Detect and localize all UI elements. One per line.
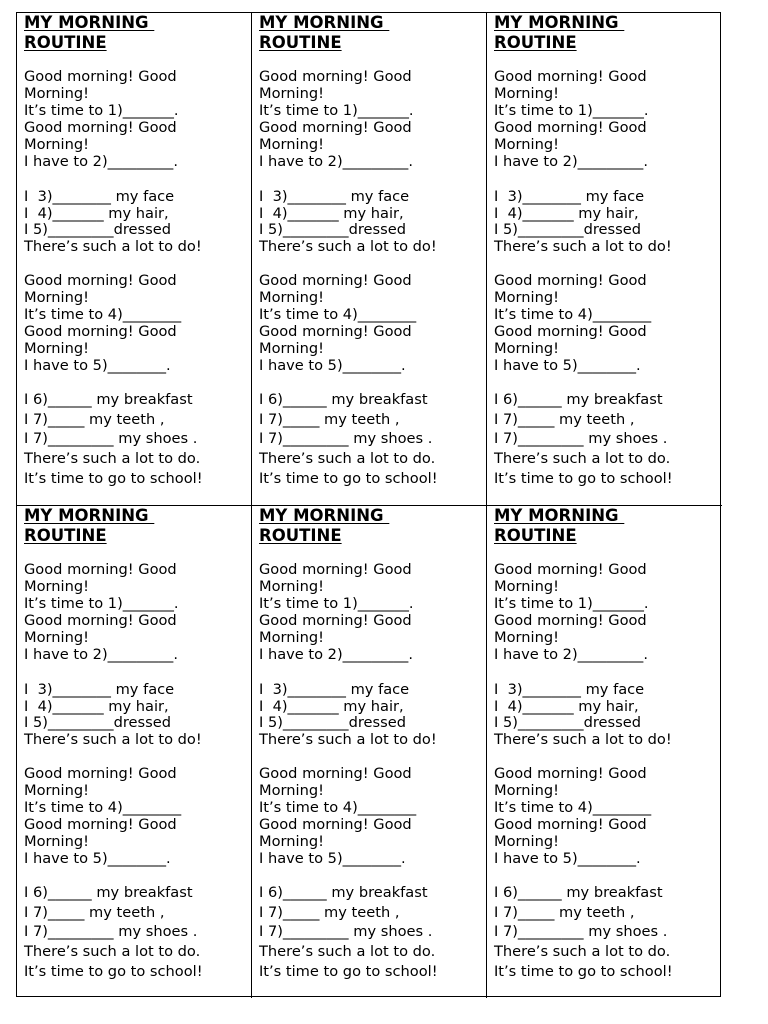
card-title-line-2: ROUTINE (259, 33, 342, 52)
song-line-14: Good morning! Good (259, 323, 412, 340)
song-line-14: Good morning! Good (259, 816, 412, 833)
song-line-1: Good morning! Good (494, 561, 647, 578)
song-line-11: Good morning! Good (24, 272, 177, 289)
song-line-17: I 6)______ my breakfast (259, 884, 428, 901)
song-line-3: It’s time to 1)_______. (259, 102, 414, 119)
card-title-line-1: MY MORNING (259, 13, 390, 32)
song-line-10: There’s such a lot to do! (494, 238, 672, 255)
song-line-6: I have to 2)_________. (259, 646, 413, 663)
song-line-4: Good morning! Good (259, 612, 412, 629)
song-line-2: Morning! (24, 578, 89, 595)
song-line-1: Good morning! Good (259, 561, 412, 578)
song-line-7: I 3)________ my face (494, 681, 645, 698)
song-line-8: I 4)_______ my hair, (24, 205, 169, 222)
song-line-5: Morning! (24, 136, 89, 153)
song-line-6: I have to 2)_________. (24, 646, 178, 663)
song-line-7: I 3)________ my face (24, 188, 175, 205)
card-title (494, 506, 624, 546)
song-line-14: Good morning! Good (494, 323, 647, 340)
song-line-16: I have to 5)________. (259, 357, 406, 374)
card-title-line-2: ROUTINE (24, 33, 107, 52)
worksheet-grid (16, 12, 721, 997)
song-line-13: It’s time to 4)________ (259, 306, 417, 323)
song-line-13: It’s time to 4)________ (494, 799, 652, 816)
song-line-20: There’s such a lot to do. (259, 943, 436, 960)
song-line-15: Morning! (24, 833, 89, 850)
song-line-2: Morning! (259, 578, 324, 595)
song-line-11: Good morning! Good (494, 765, 647, 782)
song-line-3: It’s time to 1)_______. (494, 102, 649, 119)
song-line-1: Good morning! Good (494, 68, 647, 85)
song-line-19: I 7)_________ my shoes . (494, 923, 668, 940)
song-line-7: I 3)________ my face (259, 188, 410, 205)
song-line-20: There’s such a lot to do. (494, 943, 671, 960)
song-line-5: Morning! (259, 629, 324, 646)
song-line-10: There’s such a lot to do! (259, 731, 437, 748)
card-title-line-2: ROUTINE (24, 526, 107, 545)
card-title-line-1: MY MORNING (24, 506, 155, 525)
song-line-20: There’s such a lot to do. (494, 450, 671, 467)
song-line-13: It’s time to 4)________ (494, 306, 652, 323)
card-title-line-1: MY MORNING (494, 13, 625, 32)
song-line-11: Good morning! Good (259, 272, 412, 289)
card-title-line-2: ROUTINE (494, 33, 577, 52)
song-line-6: I have to 2)_________. (494, 153, 648, 170)
song-line-18: I 7)_____ my teeth , (494, 411, 635, 428)
card-title-line-1: MY MORNING (494, 506, 625, 525)
song-line-21: It’s time to go to school! (24, 963, 203, 980)
routine-card (17, 506, 252, 998)
song-line-8: I 4)_______ my hair, (24, 698, 169, 715)
song-line-16: I have to 5)________. (259, 850, 406, 867)
song-line-4: Good morning! Good (494, 612, 647, 629)
song-line-3: It’s time to 1)_______. (24, 102, 179, 119)
song-line-17: I 6)______ my breakfast (24, 884, 193, 901)
routine-card (17, 13, 252, 506)
song-line-9: I 5)_________dressed (259, 714, 406, 731)
song-line-8: I 4)_______ my hair, (494, 698, 639, 715)
song-line-12: Morning! (24, 782, 89, 799)
song-line-15: Morning! (24, 340, 89, 357)
song-line-16: I have to 5)________. (494, 357, 641, 374)
song-line-2: Morning! (259, 85, 324, 102)
song-line-21: It’s time to go to school! (494, 470, 673, 487)
song-line-9: I 5)_________dressed (24, 714, 171, 731)
song-line-1: Good morning! Good (24, 68, 177, 85)
song-line-6: I have to 2)_________. (24, 153, 178, 170)
song-line-4: Good morning! Good (24, 119, 177, 136)
song-line-19: I 7)_________ my shoes . (494, 430, 668, 447)
routine-card (487, 506, 722, 998)
card-title-line-2: ROUTINE (259, 526, 342, 545)
song-line-3: It’s time to 1)_______. (24, 595, 179, 612)
song-line-7: I 3)________ my face (494, 188, 645, 205)
song-line-17: I 6)______ my breakfast (494, 884, 663, 901)
song-line-9: I 5)_________dressed (24, 221, 171, 238)
song-line-1: Good morning! Good (24, 561, 177, 578)
song-line-17: I 6)______ my breakfast (494, 391, 663, 408)
song-line-18: I 7)_____ my teeth , (494, 904, 635, 921)
routine-card (252, 506, 487, 998)
song-line-5: Morning! (494, 136, 559, 153)
song-line-16: I have to 5)________. (494, 850, 641, 867)
song-line-14: Good morning! Good (24, 323, 177, 340)
card-title (494, 13, 624, 53)
song-line-21: It’s time to go to school! (494, 963, 673, 980)
song-line-3: It’s time to 1)_______. (259, 595, 414, 612)
song-line-8: I 4)_______ my hair, (494, 205, 639, 222)
song-line-15: Morning! (494, 340, 559, 357)
song-line-20: There’s such a lot to do. (259, 450, 436, 467)
card-title-line-1: MY MORNING (259, 506, 390, 525)
song-line-3: It’s time to 1)_______. (494, 595, 649, 612)
song-line-18: I 7)_____ my teeth , (259, 411, 400, 428)
song-line-9: I 5)_________dressed (259, 221, 406, 238)
card-title (259, 506, 389, 546)
song-line-4: Good morning! Good (24, 612, 177, 629)
song-line-18: I 7)_____ my teeth , (24, 904, 165, 921)
song-line-8: I 4)_______ my hair, (259, 698, 404, 715)
song-line-21: It’s time to go to school! (259, 470, 438, 487)
song-line-21: It’s time to go to school! (259, 963, 438, 980)
song-line-14: Good morning! Good (494, 816, 647, 833)
song-line-5: Morning! (494, 629, 559, 646)
song-line-19: I 7)_________ my shoes . (24, 430, 198, 447)
song-line-16: I have to 5)________. (24, 357, 171, 374)
song-line-5: Morning! (24, 629, 89, 646)
song-line-15: Morning! (259, 833, 324, 850)
song-line-1: Good morning! Good (259, 68, 412, 85)
song-line-2: Morning! (24, 85, 89, 102)
card-title (259, 13, 389, 53)
card-title-line-1: MY MORNING (24, 13, 155, 32)
song-line-7: I 3)________ my face (24, 681, 175, 698)
song-line-13: It’s time to 4)________ (24, 306, 182, 323)
song-line-17: I 6)______ my breakfast (24, 391, 193, 408)
song-line-18: I 7)_____ my teeth , (259, 904, 400, 921)
song-line-15: Morning! (259, 340, 324, 357)
song-line-15: Morning! (494, 833, 559, 850)
song-line-5: Morning! (259, 136, 324, 153)
routine-card (252, 13, 487, 506)
song-line-12: Morning! (494, 289, 559, 306)
song-line-20: There’s such a lot to do. (24, 450, 201, 467)
song-line-18: I 7)_____ my teeth , (24, 411, 165, 428)
song-line-8: I 4)_______ my hair, (259, 205, 404, 222)
song-line-4: Good morning! Good (259, 119, 412, 136)
song-line-21: It’s time to go to school! (24, 470, 203, 487)
song-line-14: Good morning! Good (24, 816, 177, 833)
song-line-11: Good morning! Good (494, 272, 647, 289)
song-line-11: Good morning! Good (24, 765, 177, 782)
song-line-13: It’s time to 4)________ (259, 799, 417, 816)
song-line-17: I 6)______ my breakfast (259, 391, 428, 408)
song-line-19: I 7)_________ my shoes . (259, 923, 433, 940)
song-line-12: Morning! (494, 782, 559, 799)
song-line-4: Good morning! Good (494, 119, 647, 136)
song-line-6: I have to 2)_________. (494, 646, 648, 663)
routine-card (487, 13, 722, 506)
card-title (24, 13, 154, 53)
song-line-2: Morning! (494, 578, 559, 595)
song-line-19: I 7)_________ my shoes . (24, 923, 198, 940)
song-line-12: Morning! (259, 289, 324, 306)
card-title-line-2: ROUTINE (494, 526, 577, 545)
song-line-10: There’s such a lot to do! (24, 731, 202, 748)
song-line-10: There’s such a lot to do! (494, 731, 672, 748)
song-line-7: I 3)________ my face (259, 681, 410, 698)
song-line-10: There’s such a lot to do! (24, 238, 202, 255)
song-line-9: I 5)_________dressed (494, 221, 641, 238)
song-line-19: I 7)_________ my shoes . (259, 430, 433, 447)
song-line-6: I have to 2)_________. (259, 153, 413, 170)
song-line-2: Morning! (494, 85, 559, 102)
song-line-16: I have to 5)________. (24, 850, 171, 867)
song-line-10: There’s such a lot to do! (259, 238, 437, 255)
song-line-12: Morning! (259, 782, 324, 799)
song-line-11: Good morning! Good (259, 765, 412, 782)
song-line-12: Morning! (24, 289, 89, 306)
song-line-13: It’s time to 4)________ (24, 799, 182, 816)
song-line-20: There’s such a lot to do. (24, 943, 201, 960)
card-title (24, 506, 154, 546)
song-line-9: I 5)_________dressed (494, 714, 641, 731)
